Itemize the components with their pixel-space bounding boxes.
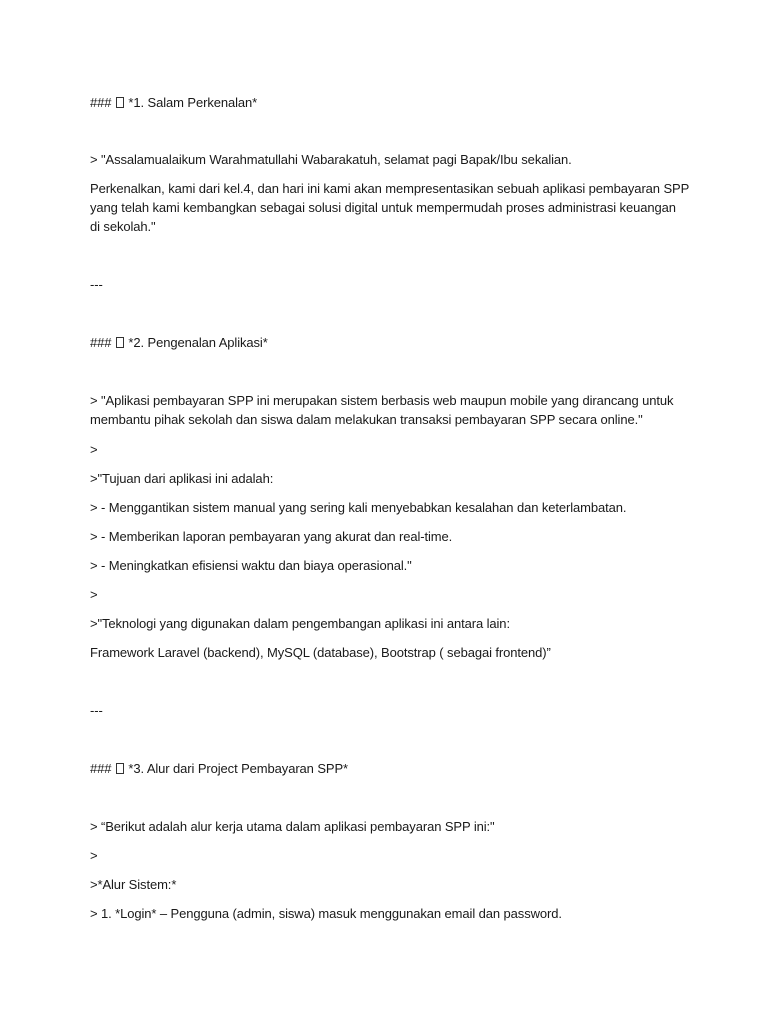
paragraph-line: di sekolah.": [90, 219, 156, 234]
quote-marker: >: [90, 442, 98, 457]
heading-salam-perkenalan: [90, 93, 680, 113]
separator: ---: [90, 277, 103, 292]
missing-glyph-icon: [116, 763, 124, 774]
quote-marker: >: [90, 587, 98, 602]
quote-greeting: > "Assalamualaikum Warahmatullahi Wabarakatuh, selamat pagi Bapak/Ibu sekalian.: [90, 152, 572, 167]
alur-intro: > “Berikut adalah alur kerja utama dalam aplikasi pembayaran SPP ini:": [90, 819, 495, 834]
alur-sistem-label: >*Alur Sistem:*: [90, 877, 177, 892]
heading-alur-project: [90, 759, 680, 779]
missing-glyph-icon: [116, 337, 124, 348]
alur-step-1: > 1. *Login* – Pengguna (admin, siswa) masuk menggunakan email dan password.: [90, 906, 562, 921]
heading-text: *2. Pengenalan Aplikasi*: [124, 335, 268, 350]
list-item: > - Menggantikan sistem manual yang sering kali menyebabkan kesalahan dan keterlambatan.: [90, 500, 627, 515]
paragraph-line: yang telah kami kembangkan sebagai solusi digital untuk mempermudah proses administrasi keuangan: [90, 200, 676, 215]
list-item: > - Meningkatkan efisiensi waktu dan biaya operasional.": [90, 558, 412, 573]
tech-line: Framework Laravel (backend), MySQL (database), Bootstrap ( sebagai frontend)”: [90, 645, 551, 660]
heading-pengenalan-aplikasi: [90, 333, 680, 353]
heading-text: *1. Salam Perkenalan*: [124, 95, 258, 110]
tech-intro: >"Teknologi yang digunakan dalam pengembangan aplikasi ini antara lain:: [90, 616, 510, 631]
separator: ---: [90, 703, 103, 718]
heading-prefix: ###: [90, 761, 115, 776]
quote-marker: >: [90, 848, 98, 863]
heading-prefix: ###: [90, 335, 115, 350]
tujuan-intro: >"Tujuan dari aplikasi ini adalah:: [90, 471, 274, 486]
missing-glyph-icon: [116, 97, 124, 108]
heading-prefix: ###: [90, 95, 115, 110]
quote-line: > "Aplikasi pembayaran SPP ini merupakan sistem berbasis web maupun mobile yang dirancang untuk: [90, 393, 674, 408]
quote-line: membantu pihak sekolah dan siswa dalam melakukan transaksi pembayaran SPP secara online.": [90, 412, 643, 427]
list-item: > - Memberikan laporan pembayaran yang akurat dan real-time.: [90, 529, 453, 544]
paragraph-line: Perkenalkan, kami dari kel.4, dan hari ini kami akan mempresentasikan sebuah aplikasi pembayaran SPP: [90, 181, 690, 196]
heading-text: *3. Alur dari Project Pembayaran SPP*: [124, 761, 348, 776]
